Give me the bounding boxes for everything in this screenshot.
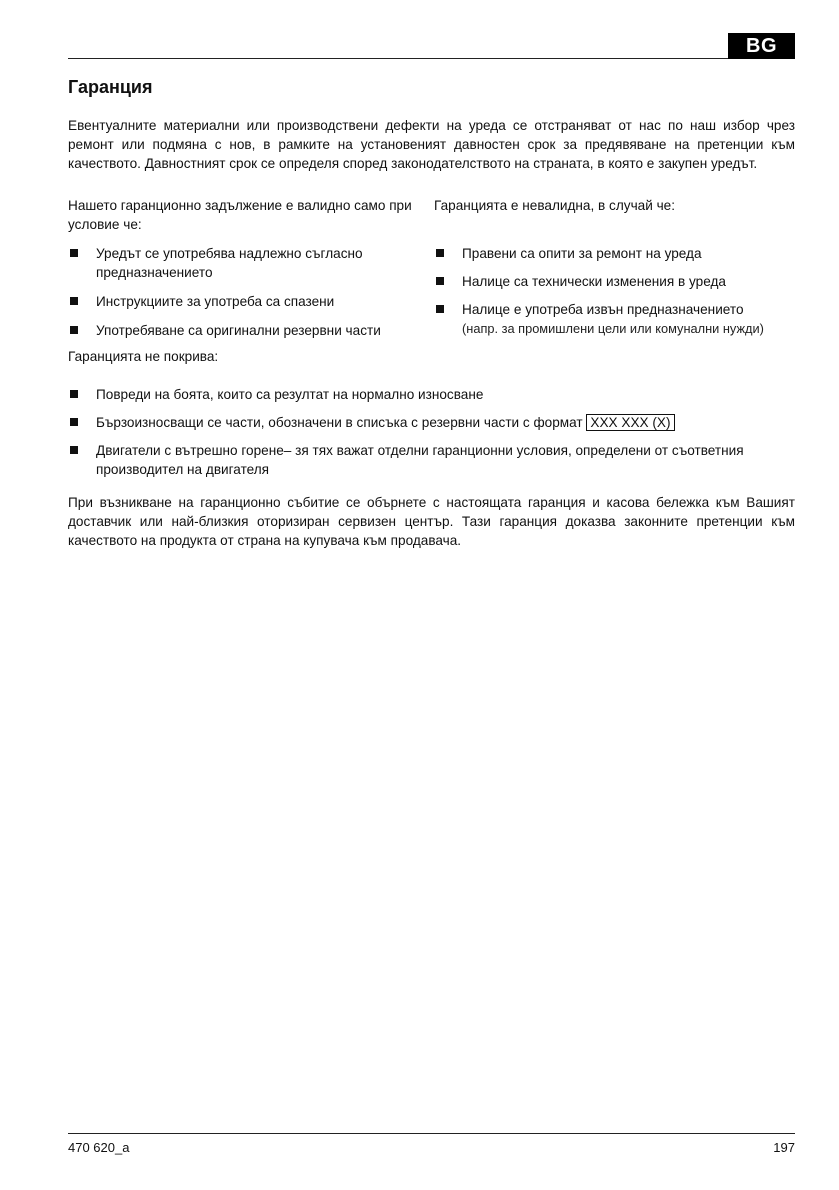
page-number: 197 <box>773 1140 795 1155</box>
bullet-square-icon <box>436 277 444 285</box>
bullet-square-icon <box>70 418 78 426</box>
format-code-box: XXX XXX (X) <box>586 414 674 431</box>
bullet-square-icon <box>70 326 78 334</box>
list-item-text: Повреди на боята, които са резултат на нормално износване <box>96 387 484 402</box>
intro-paragraph: Евентуалните материални или производствени дефекти на уреда се отстраняват от нас по наш избор чрез ремонт или подмяна с нов, в рамките на установеният давностен срок за предявяване на претенции към качеството. Давностният срок се определя според законодателството на страната, в която е закупен уредът. <box>68 118 795 171</box>
not-covered-list <box>68 385 795 488</box>
invalid-conditions-column <box>434 196 795 347</box>
list-item-text: Правени са опити за ремонт на уреда <box>462 246 702 261</box>
list-item <box>434 272 795 291</box>
list-item <box>68 321 428 340</box>
valid-conditions-column <box>68 196 428 350</box>
invalid-conditions-list <box>434 244 795 338</box>
not-covered-heading: Гаранцията не покрива: <box>68 349 219 364</box>
footer-rule <box>68 1133 795 1134</box>
bullet-square-icon <box>70 297 78 305</box>
valid-conditions-intro: Нашето гаранционно задължение е валидно само при условие че: <box>68 198 412 232</box>
bullet-square-icon <box>70 249 78 257</box>
valid-conditions-list <box>68 244 428 340</box>
list-item <box>434 300 795 338</box>
document-id: 470 620_a <box>68 1140 130 1155</box>
list-item <box>68 413 795 432</box>
bullet-square-icon <box>70 446 78 454</box>
list-item-text: Бързоизносващи се части, обозначени в списъка с резервни части с формат <box>96 415 583 430</box>
list-item <box>68 244 428 282</box>
header-rule <box>68 58 728 59</box>
list-item <box>68 292 428 311</box>
bullet-square-icon <box>436 249 444 257</box>
list-item <box>434 244 795 263</box>
list-item <box>68 385 795 404</box>
language-badge: BG <box>728 33 795 59</box>
bullet-square-icon <box>436 305 444 313</box>
list-item-text: Налице е употреба извън предназначението <box>462 302 744 317</box>
list-item-text: Уредът се употребява надлежно съгласно предназначението <box>96 246 363 280</box>
list-item-text: Инструкциите за употреба са спазени <box>96 294 335 309</box>
claim-paragraph: При възникване на гаранционно събитие се обърнете с настоящата гаранция и касова бележка към Вашият доставчик или най-близкия оторизиран сервизен център. Тази гаранция доказва законните претенции към качеството на продукта от страна на купувача към продавача. <box>68 495 795 548</box>
list-item <box>68 441 795 479</box>
bullet-square-icon <box>70 390 78 398</box>
list-item-text: Двигатели с вътрешно горене– зя тях важат отделни гаранционни условия, определени от съответния производител на двигателя <box>96 443 744 477</box>
page-title: Гаранция <box>68 77 153 97</box>
list-item-text: Употребяване са оригинални резервни части <box>96 323 381 338</box>
usage-note: (напр. за промишлени цели или комунални нужди) <box>462 321 764 336</box>
invalid-conditions-intro: Гаранцията е невалидна, в случай че: <box>434 198 676 213</box>
list-item-text: Налице са технически изменения в уреда <box>462 274 726 289</box>
